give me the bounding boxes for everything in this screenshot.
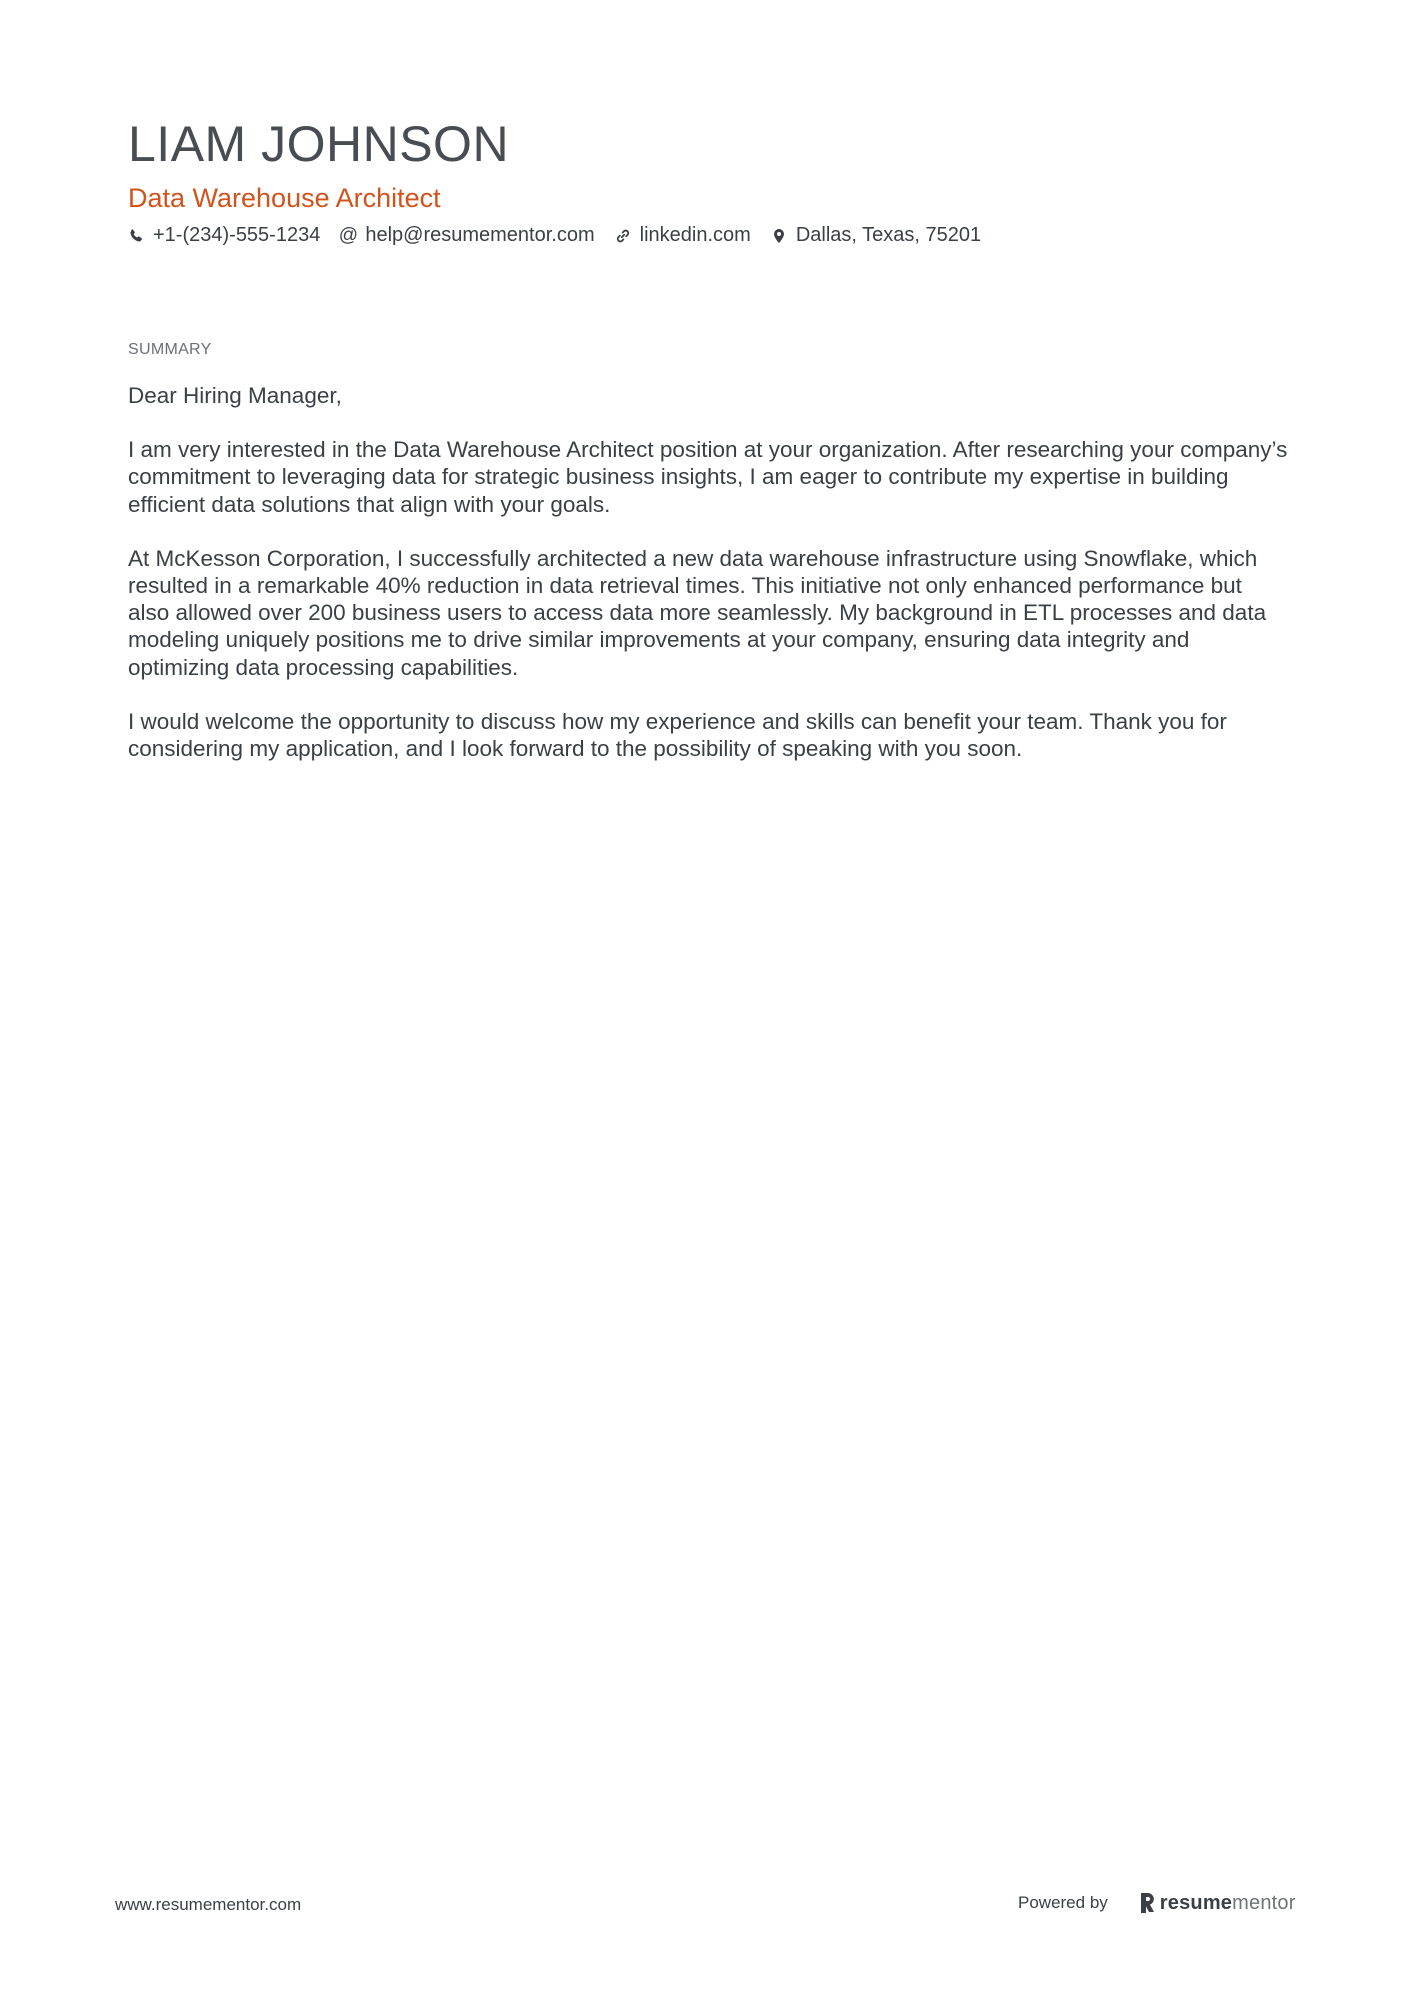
map-pin-icon — [771, 228, 787, 244]
letter-paragraph: I am very interested in the Data Warehouse Architect position at your organization. After researching your company’s commitment to leveraging data for strategic business insights, I am eager to contribute my expertise in building efficient data solutions that align with your goals. — [128, 437, 1288, 517]
contact-website[interactable] — [615, 224, 751, 247]
footer-branding — [1018, 1888, 1296, 1918]
powered-by-label: Powered by — [1018, 1893, 1108, 1912]
logo-text-resume: resume — [1159, 1892, 1233, 1914]
contact-email[interactable] — [340, 224, 594, 247]
section-label-summary: SUMMARY — [128, 341, 212, 358]
location-text: Dallas, Texas, 75201 — [795, 224, 982, 246]
contact-bar — [128, 224, 1001, 247]
contact-phone — [128, 224, 320, 247]
letter-body — [128, 382, 1288, 789]
resumementor-logo[interactable] — [1138, 1891, 1296, 1915]
contact-location — [771, 224, 981, 247]
letter-greeting: Dear Hiring Manager, — [128, 383, 342, 408]
website-text[interactable]: linkedin.com — [639, 224, 751, 246]
resumementor-logo-icon — [1138, 1892, 1156, 1914]
email-text[interactable]: help@resumementor.com — [365, 224, 595, 246]
logo-text-mentor: mentor — [1232, 1892, 1296, 1914]
link-icon — [615, 228, 631, 244]
footer-website[interactable]: www.resumementor.com — [115, 1895, 302, 1914]
letter-paragraph: At McKesson Corporation, I successfully architected a new data warehouse infrastructure using Snowflake, which resulted in a remarkable 40% reduction in data retrieval times. This initiative not only enhanced performance but also allowed over 200 business users to access data more seamlessly. My background in ETL processes and data modeling uniquely positions me to drive similar improvements at your company, ensuring data integrity and optimizing data processing capabilities. — [128, 545, 1267, 680]
job-title: Data Warehouse Architect — [128, 183, 441, 213]
phone-icon — [128, 228, 144, 244]
phone-text: +1-(234)-555-1234 — [153, 224, 321, 246]
at-icon: @ — [338, 224, 358, 246]
letter-paragraph: I would welcome the opportunity to discuss how my experience and skills can benefit your team. Thank you for considering my application, and I look forward to the possibility of speaking with you soon. — [128, 708, 1227, 762]
candidate-name: LIAM JOHNSON — [128, 116, 510, 172]
